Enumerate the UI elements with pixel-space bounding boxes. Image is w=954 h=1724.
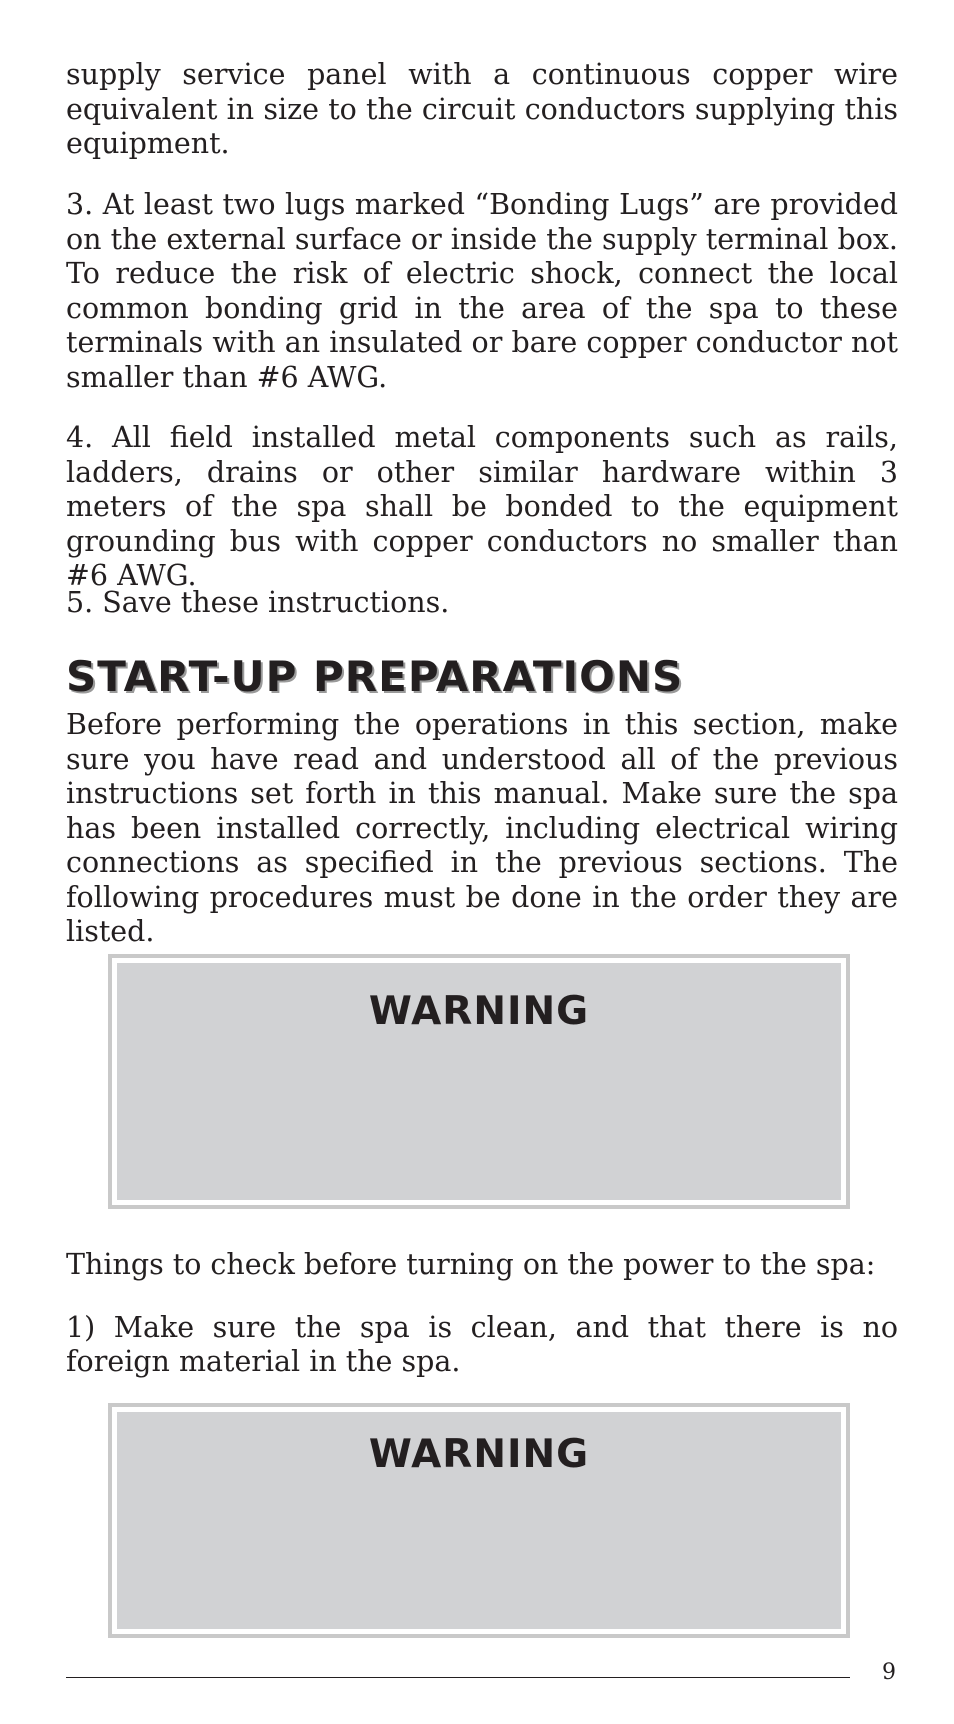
warning-box-1 bbox=[108, 954, 850, 1209]
warning-box-2-fill bbox=[117, 1412, 841, 1629]
section-heading: START-UP PREPARATIONS bbox=[66, 652, 684, 701]
page-content-lower bbox=[66, 1248, 898, 1380]
page-content bbox=[66, 58, 898, 950]
page-number: 9 bbox=[882, 1660, 896, 1685]
warning-box-2 bbox=[108, 1403, 850, 1638]
warning-box-1-fill bbox=[117, 963, 841, 1200]
list-item-3: 3. At least two lugs marked “Bonding Lugs” are provided on the external surface or inside the supply terminal box. To reduce the risk of electric shock, connect the local common bonding grid in the area of the spa to these terminals with an insulated or bare copper conductor not smaller than #6 AWG. bbox=[66, 188, 898, 394]
paragraph-continued: supply service panel with a continuous copper wire equivalent in size to the circuit conductors supplying this equipment. bbox=[66, 58, 898, 160]
check-item-1: 1) Make sure the spa is clean, and that there is no foreign material in the spa. bbox=[66, 1310, 898, 1378]
warning-title-2: WARNING bbox=[368, 1432, 590, 1477]
section-intro: Before performing the operations in this section, make sure you have read and understood all of the previous instructions set forth in this manual. Make sure the spa has been installed correctly, including electrical wiring connections as specified in the previous sections. The following procedures must be done in the order they are listed. bbox=[66, 708, 898, 948]
warning-title-1: WARNING bbox=[368, 989, 590, 1034]
list-item-4: 4. All field installed metal components such as rails, ladders, drains or other similar hardware within 3 meters of the spa shall be bonded to the equipment grounding bus with copper conductors no smaller than #6 AWG. bbox=[66, 421, 898, 592]
check-intro: Things to check before turning on the power to the spa: bbox=[66, 1248, 876, 1281]
footer-rule bbox=[66, 1677, 850, 1678]
list-item-5: 5. Save these instructions. bbox=[66, 586, 450, 619]
